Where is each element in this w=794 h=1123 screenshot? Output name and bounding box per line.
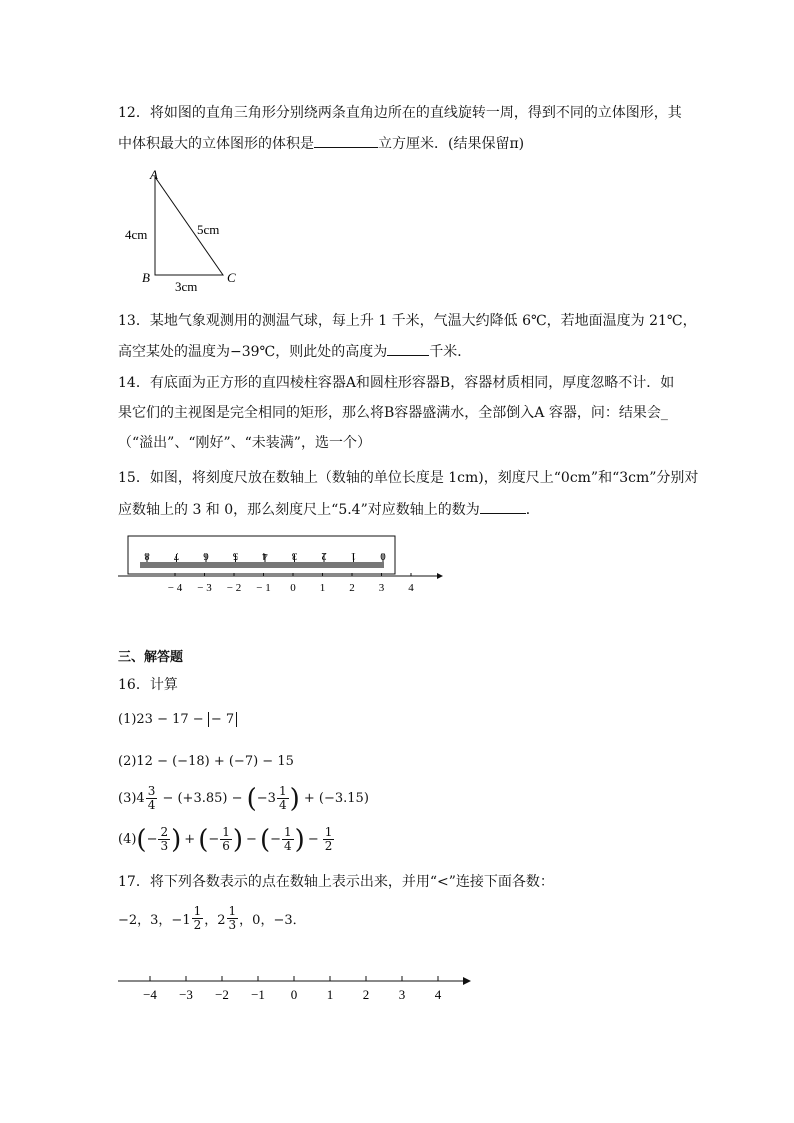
q16-part4-pre: (4) — [118, 832, 137, 847]
fraction-numerator: 1 — [284, 825, 292, 839]
q17-numbers — [118, 905, 306, 932]
minus-sign: − — [208, 832, 220, 847]
q16-title: 16．计算 — [118, 677, 178, 693]
fraction-denominator: 3 — [228, 918, 237, 932]
q16-part4 — [118, 826, 335, 853]
fraction-denominator: 4 — [147, 798, 156, 812]
fraction-numerator: 1 — [193, 904, 202, 918]
axis-tick-label: 0 — [290, 582, 296, 594]
right-paren: ) — [289, 783, 300, 814]
minus-sign: − — [146, 832, 158, 847]
fraction-denominator: 6 — [222, 839, 230, 853]
axis-tick-label: − 2 — [226, 582, 242, 594]
q16-part3 — [118, 785, 369, 812]
ruler-number-line-figure — [115, 533, 445, 598]
vertex-b-label: B — [142, 270, 150, 285]
q15-line2-text-b: ． — [525, 502, 540, 518]
axis-tick-label: 0 — [290, 987, 298, 1002]
axis-tick-label: 3 — [398, 987, 406, 1002]
q13-line2-text-b: 千米． — [429, 344, 472, 360]
ruler-label: 8 — [144, 550, 150, 562]
q17-axis-tick-group — [143, 976, 442, 1002]
q16-part3-mid: − (+3.85) − — [158, 791, 247, 806]
fraction-numerator: 2 — [160, 825, 169, 839]
axis-tick-label: − 1 — [256, 582, 271, 594]
section-title: 三、解答题 — [118, 650, 184, 665]
axis-tick-label: 1 — [326, 987, 334, 1002]
fraction — [282, 826, 294, 853]
ruler-label: 2 — [321, 550, 327, 562]
fraction — [220, 826, 232, 853]
ruler-label: 0 — [380, 550, 386, 562]
fraction-denominator: 2 — [324, 839, 333, 853]
q16-part1 — [118, 710, 237, 730]
fraction-numerator: 1 — [222, 825, 230, 839]
q13-line2 — [118, 341, 471, 362]
minus-sign: − — [270, 832, 282, 847]
q16-part3-inner: −3 — [256, 791, 276, 806]
minus-sign: − — [307, 832, 319, 847]
ruler-label: 3 — [291, 550, 298, 562]
q16-part2: (2)12 − (−18) + (−7) − 15 — [118, 754, 294, 769]
fraction — [146, 785, 158, 812]
left-paren: ( — [136, 824, 147, 855]
q12-line1: 12．将如图的直角三角形分别绕两条直角边所在的直线旋转一周，得到不同的立体图形，其 — [118, 105, 682, 121]
q16-part3-pre: (3)4 — [118, 791, 145, 806]
answer-blank-q13[interactable] — [387, 341, 429, 356]
axis-tick-label: −3 — [179, 987, 193, 1002]
axis-tick-label: −4 — [143, 987, 157, 1002]
ruler-label: 4 — [262, 550, 268, 562]
ruler-label: 7 — [173, 550, 180, 562]
fraction-numerator: 3 — [147, 784, 156, 798]
fraction-denominator: 4 — [278, 798, 287, 812]
q14-line1: 14．有底面为正方形的直四棱柱容器A和圆柱形容器B，容器材质相同，厚度忽略不计．如 — [118, 375, 675, 391]
side-ac-length: 5cm — [197, 222, 220, 237]
right-paren: ) — [171, 824, 182, 855]
axis-tick-label: 1 — [319, 582, 326, 594]
q16-part1-text: (1)23 − 17 − — [118, 712, 208, 727]
q14-line3: （“溢出”、“刚好”、“未装满”，选一个） — [118, 435, 371, 451]
q17-number-line — [115, 968, 475, 1008]
side-bc-length: 3cm — [175, 279, 198, 294]
fraction — [192, 905, 204, 932]
q12-line2-text-a: 中体积最大的立体图形的体积是 — [118, 136, 314, 152]
vertex-a-label: A — [150, 167, 158, 182]
axis-tick-label: 2 — [362, 987, 370, 1002]
axis-tick-label: − 4 — [167, 582, 183, 594]
axis-tick-label: 4 — [434, 987, 442, 1002]
q13-line2-text-a: 高空某处的温度为−39℃，则此处的高度为 — [118, 344, 388, 360]
plus-sign: + — [184, 832, 196, 847]
answer-blank-q12[interactable] — [314, 133, 378, 148]
q15-axis-arrow — [437, 573, 443, 579]
ruler-label: 6 — [203, 550, 209, 562]
q12-line2-text-b: 立方厘米．(结果保留π) — [378, 136, 525, 152]
q13-line1: 13．某地气象观测用的测温气球，每上升 1 千米，气温大约降低 6℃，若地面温度为 21℃， — [118, 313, 697, 329]
minus-sign: − — [246, 832, 257, 847]
left-paren: ( — [198, 824, 209, 855]
q16-part3-end: + (−3.15) — [299, 791, 369, 806]
fraction-numerator: 1 — [324, 825, 333, 839]
ruler-label: 1 — [350, 550, 357, 562]
q14-line2: 果它们的主视图是完全相同的矩形，那么将B容器盛满水，全部倒入A 容器，问：结果会_ — [118, 405, 668, 421]
fraction-numerator: 1 — [278, 784, 287, 798]
fraction — [277, 785, 289, 812]
vertex-c-label: C — [227, 270, 236, 285]
fraction — [158, 826, 170, 853]
q15-line1: 15．如图，将刻度尺放在数轴上（数轴的单位长度是 1cm)，刻度尺上“0cm”和“3cm”分别对 — [118, 470, 699, 486]
answer-blank-q15[interactable] — [480, 499, 526, 514]
fraction-denominator: 3 — [160, 839, 169, 853]
side-ab-length: 4cm — [125, 227, 148, 242]
axis-tick-label: 4 — [408, 582, 414, 594]
q17-numbers-c: ，0，−3． — [239, 913, 306, 928]
q17-numbers-b: ，2 — [204, 913, 226, 928]
fraction-denominator: 2 — [193, 918, 202, 932]
q17-numbers-a: −2，3，−1 — [118, 913, 191, 928]
fraction — [323, 826, 335, 853]
axis-tick-label: −1 — [251, 987, 265, 1002]
left-paren: ( — [246, 783, 257, 814]
fraction-denominator: 4 — [284, 839, 292, 853]
right-triangle-figure — [115, 165, 255, 300]
q17-axis-arrow — [463, 977, 471, 985]
ruler-label: 5 — [232, 550, 239, 562]
q15-line2-text-a: 应数轴上的 3 和 0，那么刻度尺上“5.4”对应数轴上的数为 — [118, 502, 480, 518]
right-paren: ) — [294, 824, 305, 855]
q15-line2 — [118, 499, 540, 520]
q17-line1: 17．将下列各数表示的点在数轴上表示出来，并用“<”连接下面各数： — [118, 874, 554, 890]
abs-value-expression: − 7 — [208, 712, 237, 727]
axis-tick-label: −2 — [215, 987, 229, 1002]
axis-tick-label: − 3 — [197, 582, 212, 594]
fraction-numerator: 1 — [228, 904, 237, 918]
left-paren: ( — [259, 824, 271, 855]
axis-tick-label: 2 — [349, 582, 355, 594]
right-paren: ) — [232, 824, 244, 855]
axis-tick-label: 3 — [378, 582, 385, 594]
q12-line2 — [118, 133, 524, 154]
fraction — [227, 905, 239, 932]
